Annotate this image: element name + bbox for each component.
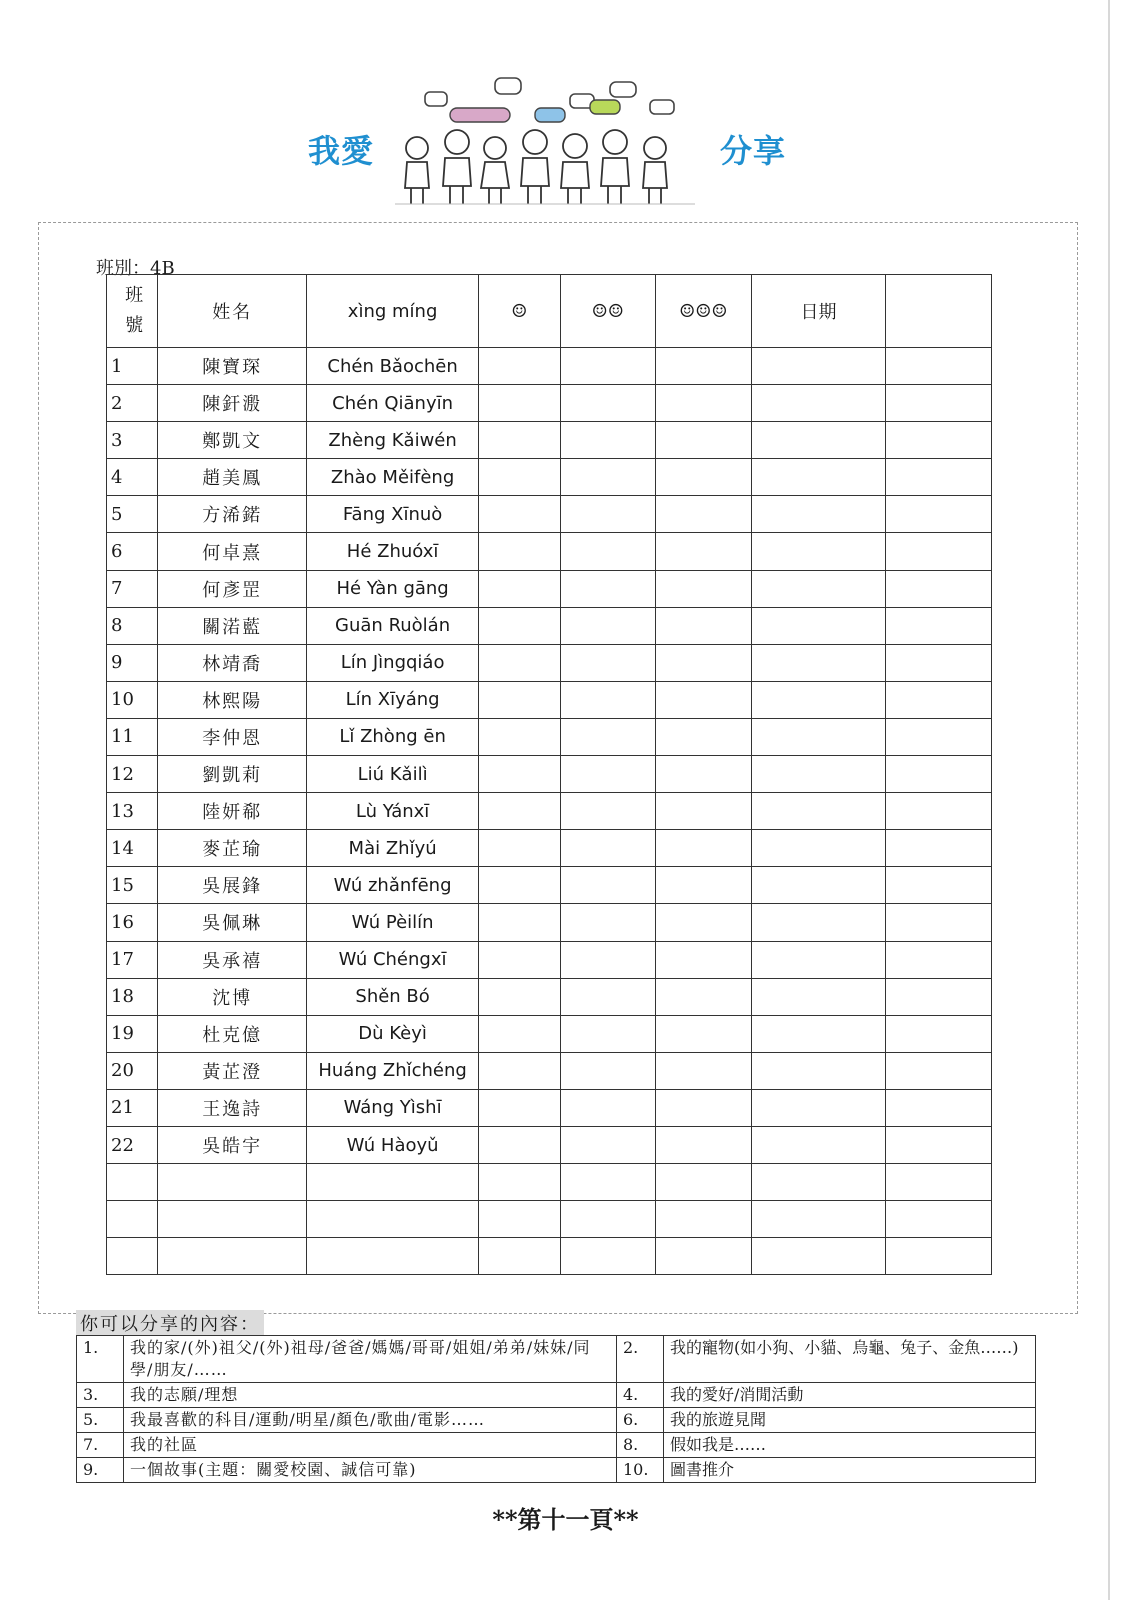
- extra-cell: [886, 496, 992, 533]
- student-pinyin: Chén Qiānyīn: [307, 385, 479, 422]
- extra-cell: [886, 348, 992, 385]
- extra-cell: [886, 1052, 992, 1089]
- smile3-cell: [656, 570, 752, 607]
- extra-cell: [886, 644, 992, 681]
- student-row: [107, 422, 992, 459]
- student-name: 陸妍郗: [158, 793, 307, 830]
- blank-cell: [479, 1201, 560, 1238]
- share-item-text: 圖書推介: [664, 1458, 1036, 1483]
- student-pinyin: Huáng Zhǐchéng: [307, 1052, 479, 1089]
- student-row: [107, 681, 992, 718]
- student-row: [107, 533, 992, 570]
- date-cell: [751, 904, 886, 941]
- share-item-number: 3.: [77, 1383, 124, 1408]
- student-name: 陳寶琛: [158, 348, 307, 385]
- student-row: [107, 904, 992, 941]
- student-pinyin: Lù Yánxī: [307, 793, 479, 830]
- smile3-cell: [656, 978, 752, 1015]
- student-pinyin: Wú Chéngxī: [307, 941, 479, 978]
- page-edge: [1108, 0, 1110, 1600]
- col-pinyin-header: xìng míng: [307, 275, 479, 348]
- blank-cell: [560, 1164, 656, 1201]
- blank-cell: [751, 1238, 886, 1275]
- extra-cell: [886, 756, 992, 793]
- student-number: 9: [107, 644, 158, 681]
- student-number: 4: [107, 459, 158, 496]
- student-pinyin: Wú Hàoyǔ: [307, 1126, 479, 1163]
- student-name: 沈博: [158, 978, 307, 1015]
- share-item-text: 假如我是……: [664, 1433, 1036, 1458]
- date-cell: [751, 385, 886, 422]
- blank-row: [107, 1238, 992, 1275]
- share-item-number: 5.: [77, 1408, 124, 1433]
- student-row: [107, 830, 992, 867]
- extra-cell: [886, 607, 992, 644]
- blank-cell: [886, 1201, 992, 1238]
- extra-cell: [886, 830, 992, 867]
- extra-cell: [886, 941, 992, 978]
- blank-cell: [560, 1201, 656, 1238]
- smile3-cell: [656, 756, 752, 793]
- smile2-cell: [560, 496, 656, 533]
- date-cell: [751, 681, 886, 718]
- smile2-cell: [560, 422, 656, 459]
- smile1-cell: [479, 681, 560, 718]
- student-pinyin: Wú Pèilín: [307, 904, 479, 941]
- share-item-text: 我的愛好/消閒活動: [664, 1383, 1036, 1408]
- smile3-cell: [656, 496, 752, 533]
- extra-cell: [886, 533, 992, 570]
- blank-cell: [886, 1164, 992, 1201]
- share-item-text: 我的家/(外)祖父/(外)祖母/爸爸/媽媽/哥哥/姐姐/弟弟/妹妹/同學/朋友/……: [124, 1336, 617, 1383]
- student-row: [107, 756, 992, 793]
- date-cell: [751, 718, 886, 755]
- date-cell: [751, 867, 886, 904]
- student-pinyin: Wáng Yìshī: [307, 1089, 479, 1126]
- share-item-text: 一個故事(主題：關愛校園、誠信可靠): [124, 1458, 617, 1483]
- blank-cell: [158, 1164, 307, 1201]
- share-item-text: 我的志願/理想: [124, 1383, 617, 1408]
- date-cell: [751, 1015, 886, 1052]
- smile2-cell: [560, 385, 656, 422]
- student-row: [107, 644, 992, 681]
- share-item-number: 2.: [617, 1336, 664, 1383]
- col-smile2-header: ☺☺: [560, 275, 656, 348]
- smile1-cell: [479, 1126, 560, 1163]
- student-name: 吳展鋒: [158, 867, 307, 904]
- student-number: 18: [107, 978, 158, 1015]
- student-name: 林熙陽: [158, 681, 307, 718]
- extra-cell: [886, 904, 992, 941]
- share-item-number: 9.: [77, 1458, 124, 1483]
- student-name: 趙美鳳: [158, 459, 307, 496]
- share-label: 你可以分享的內容：: [76, 1310, 264, 1336]
- share-row: [77, 1336, 1036, 1383]
- share-row: [77, 1408, 1036, 1433]
- student-row: [107, 385, 992, 422]
- share-item-number: 1.: [77, 1336, 124, 1383]
- smile2-cell: [560, 570, 656, 607]
- extra-cell: [886, 867, 992, 904]
- extra-cell: [886, 570, 992, 607]
- share-item-text: 我的社區: [124, 1433, 617, 1458]
- extra-cell: [886, 718, 992, 755]
- smile1-cell: [479, 644, 560, 681]
- student-number: 8: [107, 607, 158, 644]
- smile2-cell: [560, 718, 656, 755]
- smile3-cell: [656, 422, 752, 459]
- student-number: 22: [107, 1126, 158, 1163]
- smile1-cell: [479, 978, 560, 1015]
- col-smile1-header: ☺: [479, 275, 560, 348]
- student-number: 5: [107, 496, 158, 533]
- smile2-cell: [560, 941, 656, 978]
- student-number: 11: [107, 718, 158, 755]
- blank-cell: [307, 1164, 479, 1201]
- date-cell: [751, 570, 886, 607]
- date-cell: [751, 644, 886, 681]
- student-pinyin: Mài Zhǐyú: [307, 830, 479, 867]
- smile3-cell: [656, 1052, 752, 1089]
- date-cell: [751, 607, 886, 644]
- extra-cell: [886, 681, 992, 718]
- date-cell: [751, 756, 886, 793]
- date-cell: [751, 1126, 886, 1163]
- smile2-cell: [560, 607, 656, 644]
- extra-cell: [886, 793, 992, 830]
- smile1-cell: [479, 422, 560, 459]
- blank-cell: [479, 1164, 560, 1201]
- student-row: [107, 793, 992, 830]
- date-cell: [751, 793, 886, 830]
- smile3-cell: [656, 607, 752, 644]
- smile1-cell: [479, 533, 560, 570]
- date-cell: [751, 459, 886, 496]
- smile2-cell: [560, 830, 656, 867]
- student-name: 關渃藍: [158, 607, 307, 644]
- smile3-cell: [656, 459, 752, 496]
- blank-cell: [656, 1238, 752, 1275]
- blank-cell: [479, 1238, 560, 1275]
- student-name: 李仲恩: [158, 718, 307, 755]
- smile2-cell: [560, 756, 656, 793]
- date-cell: [751, 348, 886, 385]
- smile1-cell: [479, 570, 560, 607]
- student-number: 21: [107, 1089, 158, 1126]
- student-number: 1: [107, 348, 158, 385]
- student-pinyin: Dù Kèyì: [307, 1015, 479, 1052]
- smile1-cell: [479, 718, 560, 755]
- student-pinyin: Chén Bǎochēn: [307, 348, 479, 385]
- student-name: 何卓熹: [158, 533, 307, 570]
- share-row: [77, 1458, 1036, 1483]
- smile1-cell: [479, 1015, 560, 1052]
- student-number: 17: [107, 941, 158, 978]
- student-row: [107, 1089, 992, 1126]
- col-no-header: [107, 275, 158, 348]
- blank-cell: [307, 1238, 479, 1275]
- student-name: 麥芷瑜: [158, 830, 307, 867]
- col-extra-header: [886, 275, 992, 348]
- date-cell: [751, 496, 886, 533]
- student-row: [107, 1126, 992, 1163]
- student-number: 16: [107, 904, 158, 941]
- title-left: 我愛: [308, 132, 375, 170]
- student-pinyin: Wú zhǎnfēng: [307, 867, 479, 904]
- smile1-cell: [479, 904, 560, 941]
- student-name: 吳承禧: [158, 941, 307, 978]
- smile3-cell: [656, 533, 752, 570]
- student-name: 林靖喬: [158, 644, 307, 681]
- student-pinyin: Zhèng Kǎiwén: [307, 422, 479, 459]
- smile3-cell: [656, 644, 752, 681]
- student-row: [107, 496, 992, 533]
- student-number: 3: [107, 422, 158, 459]
- title-right: 分享: [720, 132, 787, 170]
- student-pinyin: Fāng Xīnuò: [307, 496, 479, 533]
- extra-cell: [886, 1126, 992, 1163]
- smile1-cell: [479, 830, 560, 867]
- extra-cell: [886, 385, 992, 422]
- smile2-cell: [560, 1126, 656, 1163]
- student-pinyin: Hé Yàn gāng: [307, 570, 479, 607]
- smile3-cell: [656, 867, 752, 904]
- smile1-cell: [479, 607, 560, 644]
- smile1-cell: [479, 496, 560, 533]
- date-cell: [751, 978, 886, 1015]
- date-cell: [751, 533, 886, 570]
- blank-cell: [107, 1238, 158, 1275]
- blank-row: [107, 1201, 992, 1238]
- smile3-cell: [656, 718, 752, 755]
- smile2-cell: [560, 867, 656, 904]
- student-number: 6: [107, 533, 158, 570]
- blank-cell: [886, 1238, 992, 1275]
- extra-cell: [886, 422, 992, 459]
- smile2-cell: [560, 459, 656, 496]
- col-no-label: 班號: [125, 285, 144, 336]
- student-name: 吳皓宇: [158, 1126, 307, 1163]
- smile2-cell: [560, 904, 656, 941]
- blank-cell: [107, 1201, 158, 1238]
- date-cell: [751, 941, 886, 978]
- student-row: [107, 570, 992, 607]
- student-name: 何彥罡: [158, 570, 307, 607]
- smile2-cell: [560, 1015, 656, 1052]
- smile3-cell: [656, 385, 752, 422]
- smile3-cell: [656, 681, 752, 718]
- student-name: 陳釬溵: [158, 385, 307, 422]
- share-topics-table: [76, 1335, 1036, 1483]
- smile1-cell: [479, 385, 560, 422]
- blank-cell: [307, 1201, 479, 1238]
- student-row: [107, 718, 992, 755]
- smile1-cell: [479, 1089, 560, 1126]
- blank-cell: [656, 1164, 752, 1201]
- smile2-cell: [560, 681, 656, 718]
- student-name: 吳佩琳: [158, 904, 307, 941]
- student-number: 15: [107, 867, 158, 904]
- smile3-cell: [656, 941, 752, 978]
- share-item-number: 10.: [617, 1458, 664, 1483]
- date-cell: [751, 1089, 886, 1126]
- student-pinyin: Shěn Bó: [307, 978, 479, 1015]
- student-row: [107, 348, 992, 385]
- smile2-cell: [560, 978, 656, 1015]
- student-number: 2: [107, 385, 158, 422]
- date-cell: [751, 830, 886, 867]
- smile2-cell: [560, 644, 656, 681]
- student-pinyin: Lín Xīyáng: [307, 681, 479, 718]
- smile1-cell: [479, 941, 560, 978]
- date-cell: [751, 422, 886, 459]
- student-row: [107, 867, 992, 904]
- student-pinyin: Lǐ Zhòng ēn: [307, 718, 479, 755]
- student-number: 13: [107, 793, 158, 830]
- col-date-header: 日期: [751, 275, 886, 348]
- student-pinyin: Guān Ruòlán: [307, 607, 479, 644]
- student-row: [107, 1052, 992, 1089]
- student-row: [107, 978, 992, 1015]
- student-name: 劉凱莉: [158, 756, 307, 793]
- blank-cell: [656, 1201, 752, 1238]
- student-number: 20: [107, 1052, 158, 1089]
- smile1-cell: [479, 348, 560, 385]
- smile3-cell: [656, 904, 752, 941]
- smile3-cell: [656, 1089, 752, 1126]
- roster-table: [106, 274, 992, 1275]
- extra-cell: [886, 1089, 992, 1126]
- date-cell: [751, 1052, 886, 1089]
- smile1-cell: [479, 793, 560, 830]
- student-row: [107, 459, 992, 496]
- student-name: 王逸詩: [158, 1089, 307, 1126]
- blank-cell: [158, 1201, 307, 1238]
- smile3-cell: [656, 793, 752, 830]
- student-row: [107, 1015, 992, 1052]
- smile1-cell: [479, 1052, 560, 1089]
- student-name: 杜克億: [158, 1015, 307, 1052]
- student-number: 10: [107, 681, 158, 718]
- extra-cell: [886, 978, 992, 1015]
- student-row: [107, 607, 992, 644]
- smile2-cell: [560, 1052, 656, 1089]
- blank-row: [107, 1164, 992, 1201]
- class-label: 班別：4B: [96, 258, 175, 279]
- share-item-text: 我的旅遊見聞: [664, 1408, 1036, 1433]
- student-pinyin: Zhào Měifèng: [307, 459, 479, 496]
- share-item-text: 我最喜歡的科目/運動/明星/顏色/歌曲/電影……: [124, 1408, 617, 1433]
- student-name: 鄭凱文: [158, 422, 307, 459]
- student-number: 19: [107, 1015, 158, 1052]
- student-number: 7: [107, 570, 158, 607]
- student-pinyin: Hé Zhuóxī: [307, 533, 479, 570]
- share-item-number: 4.: [617, 1383, 664, 1408]
- student-number: 12: [107, 756, 158, 793]
- smile2-cell: [560, 348, 656, 385]
- people-sharing-illustration: [395, 70, 695, 205]
- smile2-cell: [560, 1089, 656, 1126]
- smile3-cell: [656, 348, 752, 385]
- extra-cell: [886, 1015, 992, 1052]
- blank-cell: [751, 1201, 886, 1238]
- roster-header-row: [107, 275, 992, 348]
- smile3-cell: [656, 830, 752, 867]
- smile1-cell: [479, 459, 560, 496]
- smile1-cell: [479, 867, 560, 904]
- share-row: [77, 1433, 1036, 1458]
- share-item-text: 我的寵物(如小狗、小貓、烏龜、兔子、金魚……): [664, 1336, 1036, 1383]
- student-row: [107, 941, 992, 978]
- col-name-header: 姓名: [158, 275, 307, 348]
- blank-cell: [560, 1238, 656, 1275]
- smile3-cell: [656, 1126, 752, 1163]
- share-item-number: 8.: [617, 1433, 664, 1458]
- share-item-number: 6.: [617, 1408, 664, 1433]
- student-pinyin: Liú Kǎilì: [307, 756, 479, 793]
- smile2-cell: [560, 793, 656, 830]
- blank-cell: [751, 1164, 886, 1201]
- extra-cell: [886, 459, 992, 496]
- student-number: 14: [107, 830, 158, 867]
- blank-cell: [107, 1164, 158, 1201]
- smile1-cell: [479, 756, 560, 793]
- student-pinyin: Lín Jìngqiáo: [307, 644, 479, 681]
- share-row: [77, 1383, 1036, 1408]
- blank-cell: [158, 1238, 307, 1275]
- student-name: 黃芷澄: [158, 1052, 307, 1089]
- student-name: 方浠鍩: [158, 496, 307, 533]
- header: [0, 70, 1131, 210]
- col-smile3-header: ☺☺☺: [656, 275, 752, 348]
- smile2-cell: [560, 533, 656, 570]
- smile3-cell: [656, 1015, 752, 1052]
- share-item-number: 7.: [77, 1433, 124, 1458]
- page-number: **第十一頁**: [492, 1505, 639, 1534]
